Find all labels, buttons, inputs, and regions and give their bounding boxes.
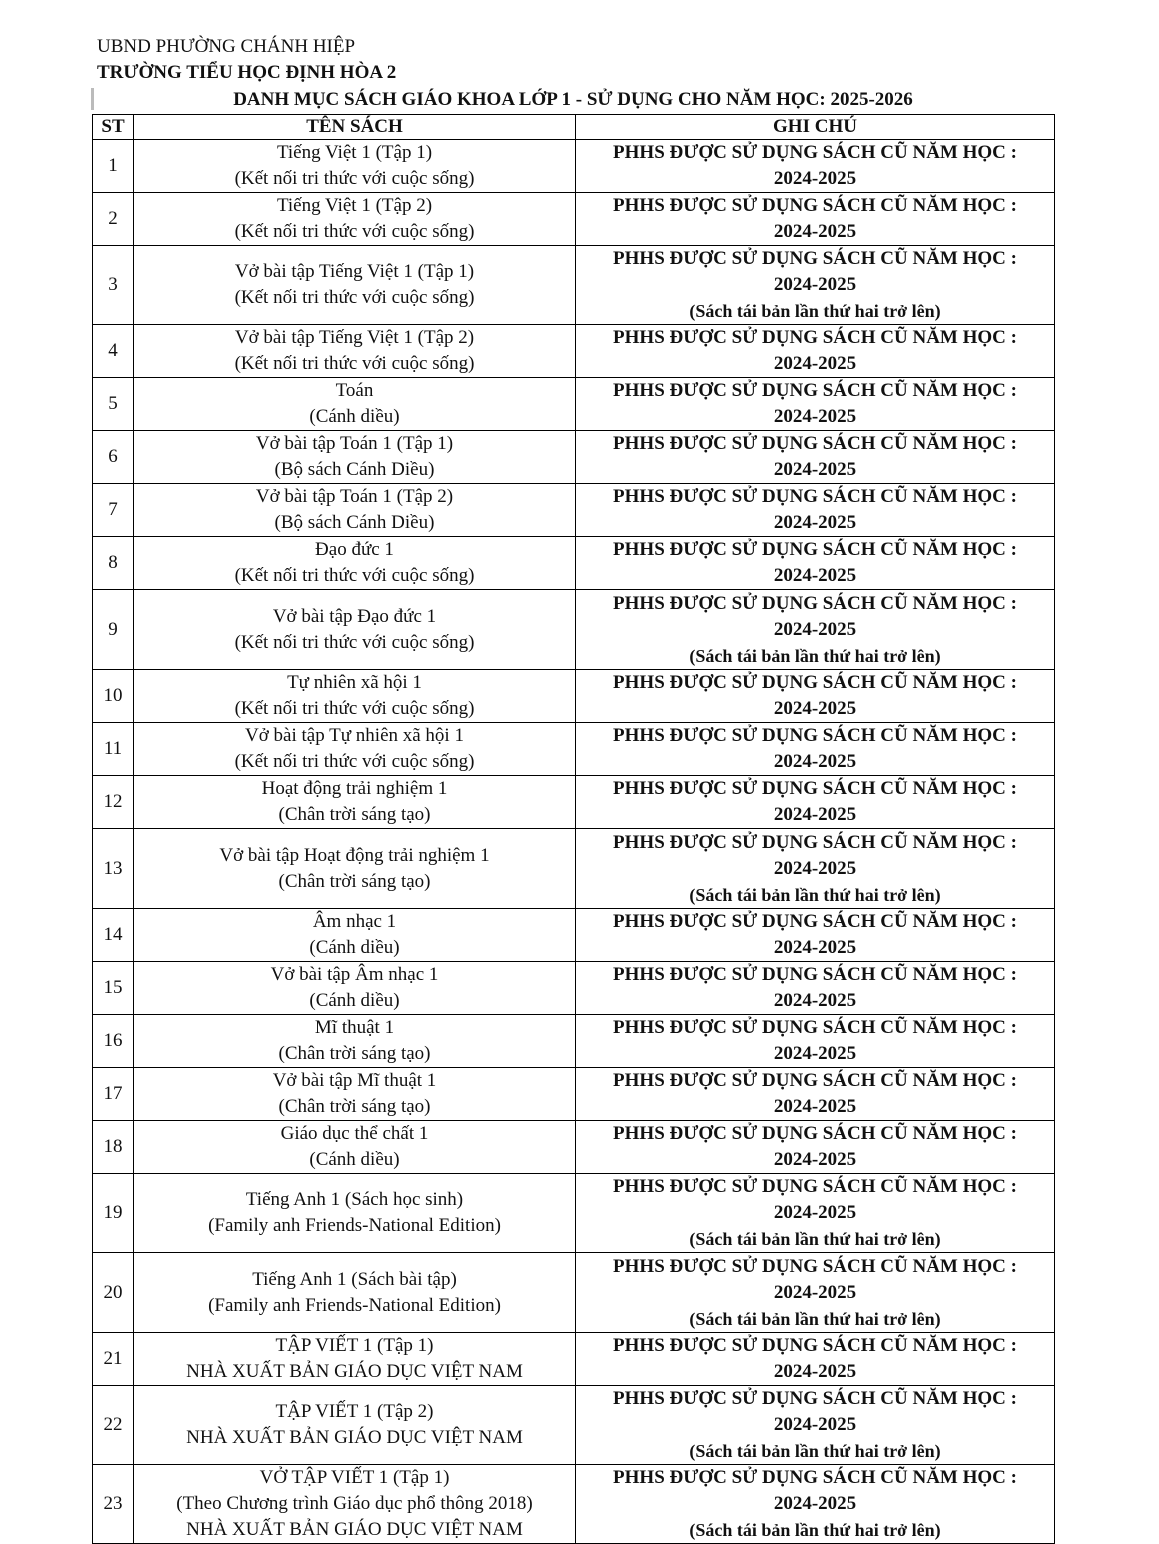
note-line: PHHS ĐƯỢC SỬ DỤNG SÁCH CŨ NĂM HỌC : — [613, 433, 1017, 454]
book-title-cell — [134, 962, 576, 1015]
note-line: (Sách tái bản lần thứ hai trở lên) — [689, 1229, 941, 1249]
row-number: 11 — [93, 723, 134, 776]
table-row — [93, 670, 1055, 723]
table-row — [93, 1121, 1055, 1174]
table-row — [93, 246, 1055, 325]
note-line: PHHS ĐƯỢC SỬ DỤNG SÁCH CŨ NĂM HỌC : — [613, 142, 1017, 163]
book-title-line: (Kết nối tri thức với cuộc sống) — [234, 287, 475, 308]
book-title-cell — [134, 1015, 576, 1068]
book-title-cell — [134, 378, 576, 431]
column-header-st: ST — [93, 115, 134, 140]
book-title-line: (Theo Chương trình Giáo dục phổ thông 2018) — [176, 1493, 533, 1514]
note-cell — [576, 1015, 1055, 1068]
book-title-line: (Kết nối tri thức với cuộc sống) — [234, 353, 475, 374]
table-row — [93, 1465, 1055, 1544]
table-row — [93, 723, 1055, 776]
note-line: 2024-2025 — [773, 618, 857, 640]
table-row — [93, 378, 1055, 431]
book-title-cell — [134, 590, 576, 670]
table-row — [93, 431, 1055, 484]
note-cell — [576, 484, 1055, 537]
note-line: PHHS ĐƯỢC SỬ DỤNG SÁCH CŨ NĂM HỌC : — [613, 592, 1017, 614]
note-line: PHHS ĐƯỢC SỬ DỤNG SÁCH CŨ NĂM HỌC : — [613, 248, 1017, 269]
note-line: PHHS ĐƯỢC SỬ DỤNG SÁCH CŨ NĂM HỌC : — [613, 1255, 1017, 1277]
book-title-line: Vở bài tập Đạo đức 1 — [272, 605, 437, 627]
note-line: 2024-2025 — [773, 221, 857, 242]
table-row — [93, 1068, 1055, 1121]
note-line: 2024-2025 — [773, 698, 857, 719]
table-row — [93, 590, 1055, 670]
book-title-cell — [134, 1121, 576, 1174]
note-line: 2024-2025 — [773, 1043, 857, 1064]
note-cell — [576, 325, 1055, 378]
note-cell — [576, 193, 1055, 246]
book-title-line: Hoạt động trải nghiệm 1 — [261, 778, 448, 799]
book-title-cell — [134, 1253, 576, 1333]
note-line: PHHS ĐƯỢC SỬ DỤNG SÁCH CŨ NĂM HỌC : — [613, 964, 1017, 985]
table-row — [93, 537, 1055, 590]
book-title-line: Âm nhạc 1 — [312, 911, 397, 932]
book-title-cell — [134, 723, 576, 776]
note-cell — [576, 1465, 1055, 1544]
note-line: (Sách tái bản lần thứ hai trở lên) — [689, 1308, 941, 1329]
table-header-row — [93, 115, 1055, 140]
note-line: (Sách tái bản lần thứ hai trở lên) — [689, 1520, 941, 1540]
book-title-line: (Kết nối tri thức với cuộc sống) — [234, 751, 475, 772]
document-title: DANH MỤC SÁCH GIÁO KHOA LỚP 1 - SỬ DỤNG CHO NĂM HỌC: 2025-2026 — [233, 89, 913, 110]
table-row — [93, 1015, 1055, 1068]
note-line: PHHS ĐƯỢC SỬ DỤNG SÁCH CŨ NĂM HỌC : — [613, 380, 1017, 401]
note-line: 2024-2025 — [773, 804, 857, 825]
book-title-cell — [134, 1386, 576, 1465]
note-cell — [576, 962, 1055, 1015]
book-title-line: (Cánh diều) — [309, 406, 400, 427]
row-number: 7 — [93, 484, 134, 537]
row-number: 23 — [93, 1465, 134, 1544]
row-number: 8 — [93, 537, 134, 590]
book-title-cell — [134, 1465, 576, 1544]
note-line: 2024-2025 — [773, 937, 857, 958]
book-title-line: Tiếng Việt 1 (Tập 2) — [276, 195, 433, 216]
book-title-line: Tiếng Việt 1 (Tập 1) — [276, 142, 433, 163]
note-line: 2024-2025 — [773, 1493, 857, 1514]
book-title-line: (Chân trời sáng tạo) — [278, 804, 431, 825]
row-number: 18 — [93, 1121, 134, 1174]
book-title-line: TẬP VIẾT 1 (Tập 2) — [275, 1401, 434, 1422]
note-line: 2024-2025 — [773, 1202, 857, 1223]
book-title-line: Vở bài tập Âm nhạc 1 — [270, 964, 439, 985]
table-row — [93, 962, 1055, 1015]
book-title-line: (Family anh Friends-National Edition) — [208, 1215, 501, 1236]
note-line: PHHS ĐƯỢC SỬ DỤNG SÁCH CŨ NĂM HỌC : — [613, 486, 1017, 507]
note-line: 2024-2025 — [773, 459, 857, 480]
book-title-line: Vở bài tập Hoạt động trải nghiệm 1 — [219, 844, 490, 866]
table-row — [93, 829, 1055, 909]
note-line: (Sách tái bản lần thứ hai trở lên) — [689, 301, 941, 321]
note-cell — [576, 1333, 1055, 1386]
note-line: PHHS ĐƯỢC SỬ DỤNG SÁCH CŨ NĂM HỌC : — [613, 539, 1017, 560]
note-line: 2024-2025 — [773, 1281, 857, 1303]
book-title-line: Tiếng Anh 1 (Sách bài tập) — [252, 1268, 457, 1290]
note-line: PHHS ĐƯỢC SỬ DỤNG SÁCH CŨ NĂM HỌC : — [613, 1176, 1017, 1197]
book-title-line: (Cánh diều) — [309, 1149, 400, 1170]
book-title-line: Tiếng Anh 1 (Sách học sinh) — [245, 1189, 464, 1210]
row-number: 6 — [93, 431, 134, 484]
note-cell — [576, 246, 1055, 325]
row-number: 15 — [93, 962, 134, 1015]
book-title-line: Vở bài tập Tự nhiên xã hội 1 — [245, 725, 464, 746]
book-title-line: Vở bài tập Mĩ thuật 1 — [272, 1070, 437, 1091]
note-cell — [576, 1121, 1055, 1174]
note-cell — [576, 590, 1055, 670]
book-title-line: Giáo dục thể chất 1 — [280, 1123, 429, 1144]
column-header-note: GHI CHÚ — [576, 115, 1055, 140]
note-line: PHHS ĐƯỢC SỬ DỤNG SÁCH CŨ NĂM HỌC : — [613, 1335, 1017, 1356]
book-title-cell — [134, 776, 576, 829]
note-line: 2024-2025 — [773, 274, 857, 295]
book-title-cell — [134, 670, 576, 723]
row-number: 20 — [93, 1253, 134, 1333]
note-cell — [576, 723, 1055, 776]
book-title-line: Vở bài tập Tiếng Việt 1 (Tập 2) — [234, 327, 475, 348]
book-title-cell — [134, 1068, 576, 1121]
row-number: 22 — [93, 1386, 134, 1465]
textbook-table — [92, 114, 1055, 1544]
book-title-line: (Family anh Friends-National Edition) — [208, 1294, 501, 1316]
book-title-line: Vở bài tập Toán 1 (Tập 2) — [255, 486, 454, 507]
book-title-line: (Chân trời sáng tạo) — [278, 1096, 431, 1117]
note-line: (Sách tái bản lần thứ hai trở lên) — [689, 884, 941, 905]
school-name: TRƯỜNG TIỂU HỌC ĐỊNH HÒA 2 — [97, 62, 397, 83]
book-title-line: (Chân trời sáng tạo) — [278, 1043, 431, 1064]
book-title-line: (Cánh diều) — [309, 990, 400, 1011]
table-row — [93, 1386, 1055, 1465]
note-line: PHHS ĐƯỢC SỬ DỤNG SÁCH CŨ NĂM HỌC : — [613, 1467, 1017, 1488]
row-number: 1 — [93, 140, 134, 193]
book-title-line: Tự nhiên xã hội 1 — [287, 672, 422, 693]
row-number: 9 — [93, 590, 134, 670]
note-line: (Sách tái bản lần thứ hai trở lên) — [689, 1441, 941, 1461]
book-title-line: Vở bài tập Toán 1 (Tập 1) — [255, 433, 454, 454]
book-title-cell — [134, 1174, 576, 1253]
book-title-cell — [134, 909, 576, 962]
note-cell — [576, 776, 1055, 829]
book-title-line: VỞ TẬP VIẾT 1 (Tập 1) — [259, 1467, 450, 1488]
row-number: 12 — [93, 776, 134, 829]
book-title-line: Mĩ thuật 1 — [314, 1017, 395, 1038]
table-row — [93, 325, 1055, 378]
note-cell — [576, 829, 1055, 909]
book-title-line: NHÀ XUẤT BẢN GIÁO DỤC VIỆT NAM — [186, 1427, 523, 1448]
book-title-cell — [134, 431, 576, 484]
row-number: 3 — [93, 246, 134, 325]
table-row — [93, 1253, 1055, 1333]
note-cell — [576, 670, 1055, 723]
note-line: 2024-2025 — [773, 1414, 857, 1435]
note-line: 2024-2025 — [773, 751, 857, 772]
note-line: 2024-2025 — [773, 1361, 857, 1382]
row-number: 17 — [93, 1068, 134, 1121]
table-row — [93, 193, 1055, 246]
row-number: 16 — [93, 1015, 134, 1068]
table-row — [93, 909, 1055, 962]
note-line: PHHS ĐƯỢC SỬ DỤNG SÁCH CŨ NĂM HỌC : — [613, 1070, 1017, 1091]
book-title-line: NHÀ XUẤT BẢN GIÁO DỤC VIỆT NAM — [186, 1519, 523, 1540]
book-title-line: (Cánh diều) — [309, 937, 400, 958]
column-header-name: TÊN SÁCH — [134, 115, 576, 140]
note-line: 2024-2025 — [773, 168, 857, 189]
book-title-line: Vở bài tập Tiếng Việt 1 (Tập 1) — [234, 261, 475, 282]
note-line: PHHS ĐƯỢC SỬ DỤNG SÁCH CŨ NĂM HỌC : — [613, 195, 1017, 216]
note-line: PHHS ĐƯỢC SỬ DỤNG SÁCH CŨ NĂM HỌC : — [613, 725, 1017, 746]
table-row — [93, 1174, 1055, 1253]
book-title-line: (Chân trời sáng tạo) — [278, 870, 431, 892]
table-row — [93, 776, 1055, 829]
row-number: 21 — [93, 1333, 134, 1386]
table-row — [93, 1333, 1055, 1386]
book-title-cell — [134, 829, 576, 909]
book-title-line: TẬP VIẾT 1 (Tập 1) — [275, 1335, 434, 1356]
note-line: PHHS ĐƯỢC SỬ DỤNG SÁCH CŨ NĂM HỌC : — [613, 327, 1017, 348]
book-title-line: (Bộ sách Cánh Diều) — [274, 512, 435, 533]
note-line: 2024-2025 — [773, 512, 857, 533]
book-title-line: Đạo đức 1 — [315, 539, 394, 560]
table-body — [93, 140, 1055, 1544]
row-number: 14 — [93, 909, 134, 962]
note-line: 2024-2025 — [773, 857, 857, 879]
book-title-cell — [134, 193, 576, 246]
note-line: PHHS ĐƯỢC SỬ DỤNG SÁCH CŨ NĂM HỌC : — [613, 831, 1017, 853]
book-title-line: Toán — [335, 380, 374, 401]
book-title-line: (Kết nối tri thức với cuộc sống) — [234, 168, 475, 189]
book-title-cell — [134, 484, 576, 537]
note-cell — [576, 1386, 1055, 1465]
row-number: 5 — [93, 378, 134, 431]
book-title-line: (Kết nối tri thức với cuộc sống) — [234, 565, 475, 586]
book-title-line: (Kết nối tri thức với cuộc sống) — [234, 698, 475, 719]
note-line: PHHS ĐƯỢC SỬ DỤNG SÁCH CŨ NĂM HỌC : — [613, 778, 1017, 799]
note-line: 2024-2025 — [773, 990, 857, 1011]
row-number: 13 — [93, 829, 134, 909]
book-title-cell — [134, 246, 576, 325]
book-title-line: (Kết nối tri thức với cuộc sống) — [234, 221, 475, 242]
note-cell — [576, 431, 1055, 484]
table-row — [93, 484, 1055, 537]
note-cell — [576, 140, 1055, 193]
book-title-line: (Bộ sách Cánh Diều) — [274, 459, 435, 480]
book-title-cell — [134, 325, 576, 378]
note-cell — [576, 378, 1055, 431]
authority-name: UBND PHƯỜNG CHÁNH HIỆP — [97, 36, 356, 57]
row-number: 2 — [93, 193, 134, 246]
note-line: 2024-2025 — [773, 565, 857, 586]
book-title-cell — [134, 537, 576, 590]
note-line: PHHS ĐƯỢC SỬ DỤNG SÁCH CŨ NĂM HỌC : — [613, 672, 1017, 693]
note-line: (Sách tái bản lần thứ hai trở lên) — [689, 645, 941, 666]
note-line: 2024-2025 — [773, 406, 857, 427]
note-cell — [576, 909, 1055, 962]
note-cell — [576, 537, 1055, 590]
note-cell — [576, 1068, 1055, 1121]
row-number: 10 — [93, 670, 134, 723]
table-row — [93, 140, 1055, 193]
note-line: 2024-2025 — [773, 1149, 857, 1170]
book-title-cell — [134, 1333, 576, 1386]
note-line: PHHS ĐƯỢC SỬ DỤNG SÁCH CŨ NĂM HỌC : — [613, 911, 1017, 932]
row-number: 4 — [93, 325, 134, 378]
book-title-line: (Kết nối tri thức với cuộc sống) — [234, 631, 475, 653]
note-line: PHHS ĐƯỢC SỬ DỤNG SÁCH CŨ NĂM HỌC : — [613, 1017, 1017, 1038]
note-cell — [576, 1174, 1055, 1253]
note-line: 2024-2025 — [773, 1096, 857, 1117]
row-number: 19 — [93, 1174, 134, 1253]
note-line: PHHS ĐƯỢC SỬ DỤNG SÁCH CŨ NĂM HỌC : — [613, 1388, 1017, 1409]
note-line: 2024-2025 — [773, 353, 857, 374]
note-line: PHHS ĐƯỢC SỬ DỤNG SÁCH CŨ NĂM HỌC : — [613, 1123, 1017, 1144]
book-title-cell — [134, 140, 576, 193]
book-title-line: NHÀ XUẤT BẢN GIÁO DỤC VIỆT NAM — [186, 1361, 523, 1382]
note-cell — [576, 1253, 1055, 1333]
